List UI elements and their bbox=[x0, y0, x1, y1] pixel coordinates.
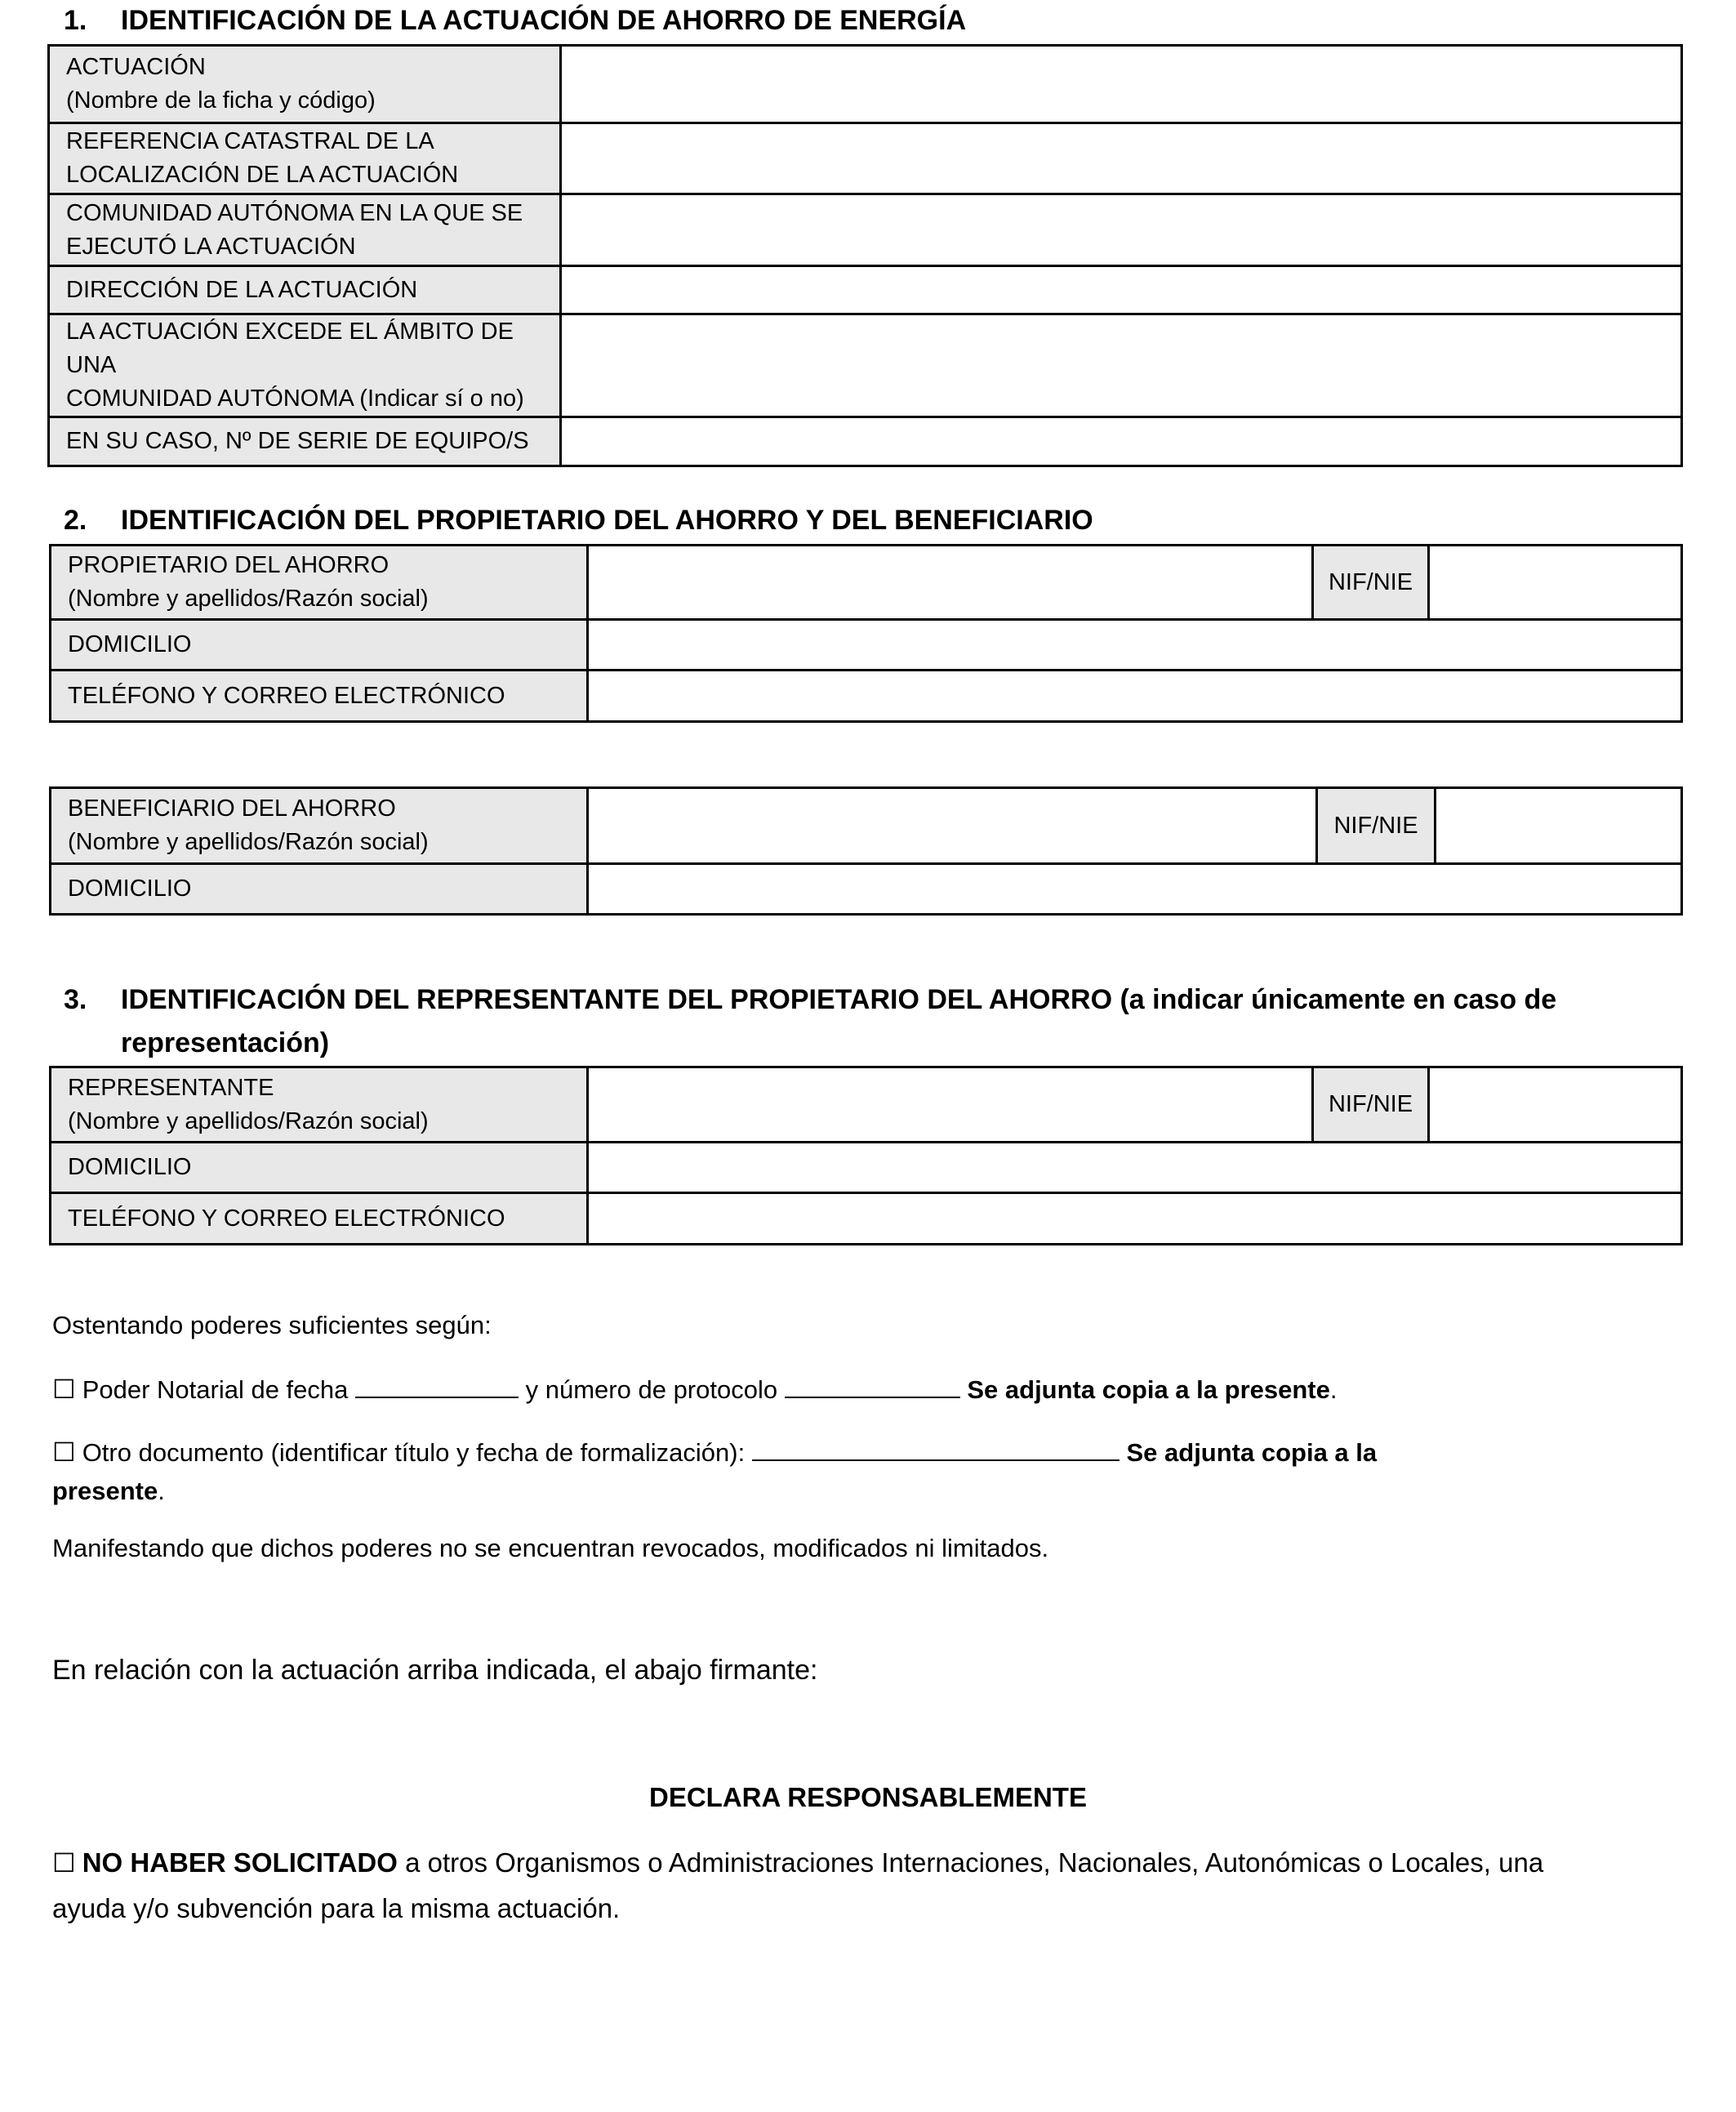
actuacion-label: ACTUACIÓN (Nombre de la ficha y código) bbox=[49, 46, 561, 123]
notarial-text-a: Poder Notarial de fecha bbox=[82, 1375, 349, 1404]
owner-address-label: DOMICILIO bbox=[51, 620, 588, 671]
actuacion-field[interactable] bbox=[561, 46, 1682, 123]
protocol-number-field[interactable] bbox=[785, 1374, 960, 1398]
declaration-title: DECLARA RESPONSABLEMENTE bbox=[649, 1782, 1087, 1812]
beneficiary-nif-field[interactable] bbox=[1436, 788, 1682, 864]
section1-title: IDENTIFICACIÓN DE LA ACTUACIÓN DE AHORRO DE ENERGÍA bbox=[121, 5, 967, 36]
other-document-field[interactable] bbox=[752, 1437, 1119, 1461]
representative-address-label: DOMICILIO bbox=[51, 1143, 588, 1193]
table-row bbox=[49, 314, 1682, 417]
table-row bbox=[51, 1193, 1682, 1245]
section3-title-line1: IDENTIFICACIÓN DEL REPRESENTANTE DEL PROPIETARIO DEL AHORRO (a indicar únicamente en caso de bbox=[121, 984, 1557, 1015]
other-document-option bbox=[52, 1437, 1377, 1468]
notarial-power-option: ☐ Poder Notarial de fecha y número de protocolo Se adjunta copia a la presente. bbox=[52, 1375, 1338, 1404]
section2-number: 2. bbox=[64, 505, 87, 536]
beneficiary-address-field[interactable] bbox=[588, 864, 1682, 915]
section1-table bbox=[47, 44, 1683, 467]
table-row bbox=[51, 1067, 1682, 1143]
beneficiary-name-field[interactable] bbox=[588, 788, 1317, 864]
representative-nif-label: NIF/NIE bbox=[1313, 1067, 1429, 1143]
comunidad-autonoma-label: COMUNIDAD AUTÓNOMA EN LA QUE SE EJECUTÓ LA ACTUACIÓN bbox=[49, 194, 561, 266]
section3-heading bbox=[64, 984, 1556, 1016]
table-row bbox=[49, 123, 1682, 194]
beneficiary-name-label: BENEFICIARIO DEL AHORRO (Nombre y apellidos/Razón social) bbox=[51, 788, 588, 864]
owner-nif-field[interactable] bbox=[1429, 546, 1682, 620]
other-attached-note-cont: presente. bbox=[52, 1477, 165, 1505]
table-row bbox=[51, 546, 1682, 620]
section2-title: IDENTIFICACIÓN DEL PROPIETARIO DEL AHORRO Y DEL BENEFICIARIO bbox=[121, 505, 1093, 536]
representative-address-field[interactable] bbox=[588, 1143, 1682, 1193]
referencia-catastral-label: REFERENCIA CATASTRAL DE LA LOCALIZACIÓN DE LA ACTUACIÓN bbox=[49, 123, 561, 194]
notarial-date-field[interactable] bbox=[355, 1374, 519, 1398]
declaration-item-text: a otros Organismos o Administraciones Internaciones, Nacionales, Autonómicas o Locales, una bbox=[405, 1847, 1544, 1878]
other-attached-note: Se adjunta copia a la bbox=[1126, 1438, 1378, 1467]
owner-contact-label: TELÉFONO Y CORREO ELECTRÓNICO bbox=[51, 671, 588, 722]
excede-ambito-label: LA ACTUACIÓN EXCEDE EL ÁMBITO DE UNA COMUNIDAD AUTÓNOMA (Indicar sí o no) bbox=[49, 314, 561, 417]
owner-contact-field[interactable] bbox=[588, 671, 1682, 722]
other-document-text: Otro documento (identificar título y fecha de formalización): bbox=[82, 1438, 746, 1467]
table-row bbox=[51, 864, 1682, 915]
other-document-checkbox[interactable]: ☐ bbox=[52, 1437, 76, 1467]
numero-serie-field[interactable] bbox=[561, 417, 1682, 466]
excede-ambito-field[interactable] bbox=[561, 314, 1682, 417]
representative-table bbox=[49, 1066, 1683, 1245]
representative-contact-label: TELÉFONO Y CORREO ELECTRÓNICO bbox=[51, 1193, 588, 1245]
representative-name-field[interactable] bbox=[588, 1067, 1313, 1143]
table-row bbox=[49, 46, 1682, 123]
table-row bbox=[49, 266, 1682, 314]
numero-serie-label: EN SU CASO, Nº DE SERIE DE EQUIPO/S bbox=[49, 417, 561, 466]
beneficiary-table bbox=[49, 786, 1683, 916]
owner-address-field[interactable] bbox=[588, 620, 1682, 671]
notarial-checkbox[interactable]: ☐ bbox=[52, 1375, 76, 1404]
declaration-intro: En relación con la actuación arriba indicada, el abajo firmante: bbox=[52, 1655, 818, 1686]
comunidad-autonoma-field[interactable] bbox=[561, 194, 1682, 266]
declaration-item-bold: NO HABER SOLICITADO bbox=[82, 1847, 398, 1878]
section1-number: 1. bbox=[64, 5, 87, 36]
powers-statement: Manifestando que dichos poderes no se encuentran revocados, modificados ni limitados. bbox=[52, 1534, 1049, 1562]
table-row bbox=[51, 1143, 1682, 1193]
table-row bbox=[51, 788, 1682, 864]
declaration-checkbox[interactable]: ☐ bbox=[52, 1848, 76, 1878]
powers-intro: Ostentando poderes suficientes según: bbox=[52, 1311, 492, 1339]
representative-name-label: REPRESENTANTE (Nombre y apellidos/Razón social) bbox=[51, 1067, 588, 1143]
declaration-item bbox=[52, 1847, 1543, 1878]
owner-nif-label: NIF/NIE bbox=[1313, 546, 1429, 620]
section2-heading bbox=[64, 505, 1093, 537]
owner-table bbox=[49, 544, 1683, 723]
beneficiary-address-label: DOMICILIO bbox=[51, 864, 588, 915]
notarial-text-b: y número de protocolo bbox=[525, 1375, 778, 1404]
section3-title-line2: representación) bbox=[121, 1027, 330, 1058]
table-row bbox=[49, 194, 1682, 266]
direccion-actuacion-label: DIRECCIÓN DE LA ACTUACIÓN bbox=[49, 266, 561, 314]
referencia-catastral-field[interactable] bbox=[561, 123, 1682, 194]
table-row bbox=[49, 417, 1682, 466]
owner-name-field[interactable] bbox=[588, 546, 1313, 620]
beneficiary-nif-label: NIF/NIE bbox=[1317, 788, 1436, 864]
table-row bbox=[51, 620, 1682, 671]
direccion-actuacion-field[interactable] bbox=[561, 266, 1682, 314]
owner-name-label: PROPIETARIO DEL AHORRO (Nombre y apellidos/Razón social) bbox=[51, 546, 588, 620]
declaration-item-line2: ayuda y/o subvención para la misma actuación. bbox=[52, 1893, 621, 1923]
section1-heading bbox=[64, 5, 966, 37]
notarial-attached-note: Se adjunta copia a la presente bbox=[967, 1375, 1330, 1404]
representative-nif-field[interactable] bbox=[1429, 1067, 1682, 1143]
representative-contact-field[interactable] bbox=[588, 1193, 1682, 1245]
section3-number: 3. bbox=[64, 984, 87, 1015]
table-row bbox=[51, 671, 1682, 722]
